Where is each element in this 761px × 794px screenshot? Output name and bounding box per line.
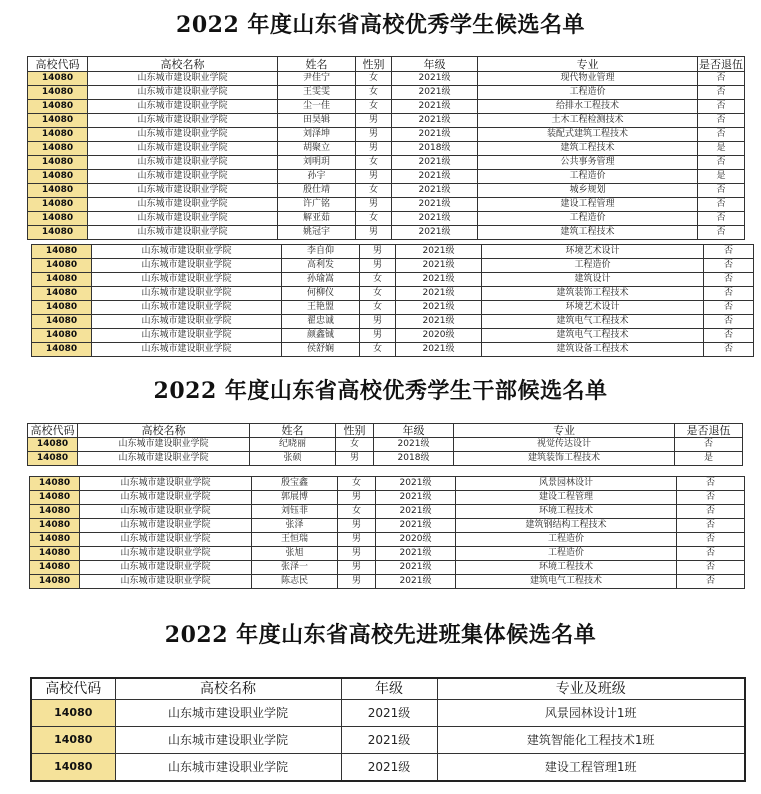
table-cell: 否 [677, 505, 745, 519]
school-code-cell: 14080 [28, 72, 88, 86]
table-row [32, 287, 754, 301]
table-row [28, 212, 745, 226]
table-cell: 2018级 [392, 142, 478, 156]
table-cell: 风景园林设计1班 [437, 700, 745, 727]
school-code-cell: 14080 [28, 142, 88, 156]
table-cell: 否 [698, 226, 745, 240]
table-cell: 2020级 [396, 329, 482, 343]
table-row [30, 519, 745, 533]
table-row [28, 226, 745, 240]
column-header: 高校代码 [28, 57, 88, 72]
table-cell: 山东城市建设职业学院 [80, 491, 252, 505]
table-cell: 山东城市建设职业学院 [80, 519, 252, 533]
table-cell: 2021级 [392, 128, 478, 142]
table-cell: 2021级 [396, 245, 482, 259]
table-row [32, 301, 754, 315]
column-header: 高校名称 [115, 678, 341, 700]
table-cell: 尘一佳 [278, 100, 356, 114]
table-cell: 2018级 [374, 452, 454, 466]
school-code-cell: 14080 [28, 226, 88, 240]
table-cell: 工程造价 [478, 212, 698, 226]
table-cell: 2021级 [392, 100, 478, 114]
school-code-cell: 14080 [32, 273, 92, 287]
table-row [31, 700, 745, 727]
column-header: 姓名 [278, 57, 356, 72]
table-cell: 否 [677, 575, 745, 589]
section1-header-row [28, 57, 745, 72]
table-row [32, 315, 754, 329]
table-cell: 女 [356, 156, 392, 170]
table-cell: 男 [356, 198, 392, 212]
column-header: 姓名 [250, 424, 336, 438]
table-cell: 2021级 [392, 156, 478, 170]
school-code-cell: 14080 [30, 519, 80, 533]
column-header: 高校代码 [28, 424, 78, 438]
table-cell: 风景园林设计 [456, 477, 677, 491]
table-cell: 山东城市建设职业学院 [88, 72, 278, 86]
table-cell: 刘钰菲 [252, 505, 338, 519]
table-row [28, 156, 745, 170]
section2-table [27, 423, 743, 466]
table-cell: 女 [356, 72, 392, 86]
table-cell: 山东城市建设职业学院 [92, 301, 282, 315]
table-row [28, 438, 743, 452]
table-cell: 否 [698, 198, 745, 212]
table-cell: 山东城市建设职业学院 [88, 128, 278, 142]
table-cell: 2021级 [396, 343, 482, 357]
table-row [28, 114, 745, 128]
table-cell: 2021级 [392, 198, 478, 212]
table-cell: 环境艺术设计 [482, 301, 704, 315]
table-cell: 男 [356, 114, 392, 128]
table-cell: 是 [675, 452, 743, 466]
table-cell: 建筑装饰工程技术 [454, 452, 675, 466]
school-code-cell: 14080 [30, 575, 80, 589]
table-cell: 否 [677, 561, 745, 575]
table-cell: 建筑工程技术 [478, 142, 698, 156]
school-code-cell: 14080 [31, 754, 115, 782]
table-cell: 否 [698, 100, 745, 114]
table-row [30, 575, 745, 589]
school-code-cell: 14080 [32, 343, 92, 357]
table-cell: 否 [677, 533, 745, 547]
school-code-cell: 14080 [30, 561, 80, 575]
table-cell: 男 [338, 491, 376, 505]
table-cell: 尹佳宁 [278, 72, 356, 86]
column-header: 是否退伍 [675, 424, 743, 438]
school-code-cell: 14080 [28, 114, 88, 128]
table-cell: 张硕 [250, 452, 336, 466]
school-code-cell: 14080 [32, 301, 92, 315]
table-cell: 山东城市建设职业学院 [92, 273, 282, 287]
table-cell: 建筑电气工程技术 [482, 315, 704, 329]
school-code-cell: 14080 [30, 491, 80, 505]
table-row [30, 477, 745, 491]
table-cell: 男 [338, 547, 376, 561]
school-code-cell: 14080 [30, 533, 80, 547]
table-cell: 王雯雯 [278, 86, 356, 100]
section1-rows-b [32, 245, 754, 357]
table-cell: 山东城市建设职业学院 [88, 86, 278, 100]
table-cell: 否 [698, 86, 745, 100]
section1-rows [28, 72, 745, 240]
table-cell: 胡聚立 [278, 142, 356, 156]
table-cell: 男 [360, 259, 396, 273]
table-row [31, 727, 745, 754]
table-cell: 建筑工程技术 [478, 226, 698, 240]
table-cell: 男 [356, 170, 392, 184]
table-cell: 何柳仪 [282, 287, 360, 301]
table-cell: 2021级 [392, 170, 478, 184]
table-cell: 山东城市建设职业学院 [88, 226, 278, 240]
section2-rows [28, 438, 743, 466]
table-cell: 2021级 [374, 438, 454, 452]
table-row [28, 100, 745, 114]
table-cell: 女 [338, 477, 376, 491]
table-cell: 建设工程管理1班 [437, 754, 745, 782]
table-cell: 山东城市建设职业学院 [80, 477, 252, 491]
table-cell: 山东城市建设职业学院 [92, 259, 282, 273]
table-cell: 王艳盟 [282, 301, 360, 315]
column-header: 年级 [374, 424, 454, 438]
table-cell: 公共事务管理 [478, 156, 698, 170]
table-cell: 殷宝鑫 [252, 477, 338, 491]
table-row [32, 245, 754, 259]
table-cell: 视觉传达设计 [454, 438, 675, 452]
table-cell: 男 [356, 128, 392, 142]
section3-table [30, 677, 746, 782]
section2-header-row [28, 424, 743, 438]
table-cell: 女 [360, 273, 396, 287]
table-cell: 否 [677, 547, 745, 561]
table-cell: 工程造价 [478, 170, 698, 184]
table-cell: 2021级 [341, 700, 437, 727]
table-row [28, 198, 745, 212]
table-cell: 解亚茹 [278, 212, 356, 226]
school-code-cell: 14080 [28, 170, 88, 184]
school-code-cell: 14080 [28, 156, 88, 170]
school-code-cell: 14080 [28, 452, 78, 466]
table-cell: 张旭 [252, 547, 338, 561]
table-cell: 否 [677, 491, 745, 505]
table-cell: 山东城市建设职业学院 [88, 212, 278, 226]
school-code-cell: 14080 [32, 315, 92, 329]
table-row [28, 142, 745, 156]
table-cell: 刘泽坤 [278, 128, 356, 142]
column-header: 性别 [336, 424, 374, 438]
table-row [32, 273, 754, 287]
table-cell: 2021级 [396, 301, 482, 315]
table-cell: 山东城市建设职业学院 [80, 561, 252, 575]
table-cell: 建筑设计 [482, 273, 704, 287]
table-cell: 建筑智能化工程技术1班 [437, 727, 745, 754]
table-cell: 2021级 [376, 575, 456, 589]
table-row [28, 72, 745, 86]
table-cell: 2021级 [392, 114, 478, 128]
table-cell: 男 [356, 226, 392, 240]
column-header: 性别 [356, 57, 392, 72]
table-cell: 山东城市建设职业学院 [92, 329, 282, 343]
column-header: 是否退伍 [699, 57, 743, 71]
table-row [31, 754, 745, 782]
column-header: 专业 [478, 57, 698, 72]
table-cell: 山东城市建设职业学院 [92, 343, 282, 357]
table-cell: 否 [704, 245, 754, 259]
table-cell: 纪晓丽 [250, 438, 336, 452]
table-cell: 建筑装饰工程技术 [482, 287, 704, 301]
section2-table-continued [29, 476, 745, 589]
column-header: 专业 [454, 424, 675, 438]
table-cell: 山东城市建设职业学院 [88, 100, 278, 114]
school-code-cell: 14080 [28, 100, 88, 114]
table-cell: 是 [698, 170, 745, 184]
table-cell: 山东城市建设职业学院 [88, 198, 278, 212]
school-code-cell: 14080 [28, 438, 78, 452]
table-row [28, 128, 745, 142]
table-row [32, 329, 754, 343]
table-cell: 否 [675, 438, 743, 452]
table-cell: 男 [356, 142, 392, 156]
table-cell: 现代物业管理 [478, 72, 698, 86]
table-cell: 2021级 [376, 547, 456, 561]
table-cell: 田昊辑 [278, 114, 356, 128]
table-cell: 殷仕靖 [278, 184, 356, 198]
table-cell: 女 [356, 86, 392, 100]
table-cell: 山东城市建设职业学院 [80, 547, 252, 561]
table-cell: 2021级 [376, 505, 456, 519]
table-cell: 建设工程管理 [478, 198, 698, 212]
table-cell: 张泽一 [252, 561, 338, 575]
table-cell: 2021级 [341, 727, 437, 754]
table-cell: 否 [698, 184, 745, 198]
table-cell: 2021级 [392, 184, 478, 198]
table-row [30, 533, 745, 547]
table-cell: 李自仰 [282, 245, 360, 259]
table-cell: 男 [338, 533, 376, 547]
table-cell: 男 [336, 452, 374, 466]
table-cell: 山东城市建设职业学院 [92, 245, 282, 259]
table-cell: 男 [338, 519, 376, 533]
table-cell: 郭展博 [252, 491, 338, 505]
section3-title: 2022 年度山东省高校先进班集体候选名单 [164, 622, 597, 648]
table-cell: 2021级 [376, 477, 456, 491]
table-row [28, 86, 745, 100]
table-cell: 2021级 [376, 491, 456, 505]
school-code-cell: 14080 [28, 184, 88, 198]
table-cell: 工程造价 [482, 259, 704, 273]
table-cell: 2020级 [376, 533, 456, 547]
table-row [28, 184, 745, 198]
table-cell: 男 [360, 329, 396, 343]
table-cell: 山东城市建设职业学院 [92, 315, 282, 329]
table-cell: 2021级 [396, 315, 482, 329]
table-cell: 山东城市建设职业学院 [88, 184, 278, 198]
table-cell: 建筑电气工程技术 [482, 329, 704, 343]
table-cell: 山东城市建设职业学院 [80, 505, 252, 519]
table-cell: 给排水工程技术 [478, 100, 698, 114]
table-cell: 山东城市建设职业学院 [88, 156, 278, 170]
table-row [32, 259, 754, 273]
table-cell: 女 [360, 287, 396, 301]
school-code-cell: 14080 [30, 477, 80, 491]
table-cell: 姚冠宇 [278, 226, 356, 240]
column-header: 高校名称 [88, 57, 278, 72]
table-cell: 孙瑜嵩 [282, 273, 360, 287]
table-cell: 女 [360, 343, 396, 357]
table-cell: 2021级 [396, 259, 482, 273]
table-cell: 王恒瑞 [252, 533, 338, 547]
table-cell: 建筑设备工程技术 [482, 343, 704, 357]
section3-rows [31, 700, 745, 782]
table-cell: 山东城市建设职业学院 [88, 142, 278, 156]
table-cell: 环境工程技术 [456, 505, 677, 519]
table-cell: 山东城市建设职业学院 [115, 700, 341, 727]
table-row [28, 452, 743, 466]
school-code-cell: 14080 [28, 212, 88, 226]
table-cell: 翟忠诚 [282, 315, 360, 329]
school-code-cell: 14080 [28, 128, 88, 142]
table-cell: 城乡规划 [478, 184, 698, 198]
table-cell: 工程造价 [478, 86, 698, 100]
school-code-cell: 14080 [32, 329, 92, 343]
table-cell: 工程造价 [456, 533, 677, 547]
table-cell: 否 [698, 212, 745, 226]
table-cell: 否 [698, 72, 745, 86]
column-header: 高校代码 [31, 678, 115, 700]
table-cell: 环境工程技术 [456, 561, 677, 575]
table-cell: 2021级 [376, 519, 456, 533]
table-cell: 高利发 [282, 259, 360, 273]
table-cell: 装配式建筑工程技术 [478, 128, 698, 142]
section1-table [27, 56, 745, 240]
table-cell: 否 [704, 259, 754, 273]
table-cell: 否 [698, 128, 745, 142]
table-cell: 男 [360, 315, 396, 329]
school-code-cell: 14080 [30, 547, 80, 561]
school-code-cell: 14080 [28, 86, 88, 100]
table-cell: 2021级 [396, 273, 482, 287]
section1-table-continued [31, 244, 754, 357]
section2-rows-b [30, 477, 745, 589]
table-cell: 2021级 [392, 72, 478, 86]
table-cell: 男 [360, 245, 396, 259]
school-code-cell: 14080 [28, 198, 88, 212]
table-row [30, 505, 745, 519]
school-code-cell: 14080 [32, 245, 92, 259]
school-code-cell: 14080 [31, 727, 115, 754]
table-cell: 山东城市建设职业学院 [88, 114, 278, 128]
table-cell: 否 [704, 273, 754, 287]
section3-header-row [31, 678, 745, 700]
table-cell: 山东城市建设职业学院 [115, 727, 341, 754]
table-cell: 山东城市建设职业学院 [80, 575, 252, 589]
table-cell: 2021级 [341, 754, 437, 782]
table-cell: 否 [698, 114, 745, 128]
table-cell: 孙宇 [278, 170, 356, 184]
table-row [30, 561, 745, 575]
table-cell: 否 [704, 329, 754, 343]
table-cell: 是 [698, 142, 745, 156]
table-cell: 2021级 [392, 86, 478, 100]
table-cell: 山东城市建设职业学院 [80, 533, 252, 547]
column-header: 专业及班级 [437, 678, 745, 700]
table-cell: 建筑钢结构工程技术 [456, 519, 677, 533]
table-cell: 建设工程管理 [456, 491, 677, 505]
table-cell: 2021级 [392, 226, 478, 240]
section2-title: 2022 年度山东省高校优秀学生干部候选名单 [153, 378, 608, 404]
table-cell: 男 [338, 561, 376, 575]
table-cell: 女 [356, 184, 392, 198]
table-cell: 建筑电气工程技术 [456, 575, 677, 589]
table-cell: 否 [704, 343, 754, 357]
table-cell: 否 [677, 519, 745, 533]
table-cell: 刘明玥 [278, 156, 356, 170]
table-cell: 颜鑫铖 [282, 329, 360, 343]
table-cell: 山东城市建设职业学院 [78, 452, 250, 466]
table-cell: 2021级 [376, 561, 456, 575]
table-cell: 女 [336, 438, 374, 452]
table-cell: 山东城市建设职业学院 [115, 754, 341, 782]
table-cell: 女 [338, 505, 376, 519]
table-row [30, 547, 745, 561]
table-cell: 土木工程检测技术 [478, 114, 698, 128]
table-cell: 女 [360, 301, 396, 315]
school-code-cell: 14080 [32, 287, 92, 301]
table-cell: 2021级 [396, 287, 482, 301]
table-cell: 陈志民 [252, 575, 338, 589]
table-row [28, 170, 745, 184]
table-cell: 否 [704, 315, 754, 329]
table-cell: 女 [356, 212, 392, 226]
table-cell: 侯舒娴 [282, 343, 360, 357]
table-cell: 山东城市建设职业学院 [78, 438, 250, 452]
table-cell: 山东城市建设职业学院 [92, 287, 282, 301]
table-row [32, 343, 754, 357]
school-code-cell: 14080 [32, 259, 92, 273]
table-cell: 张泽 [252, 519, 338, 533]
school-code-cell: 14080 [31, 700, 115, 727]
table-cell: 山东城市建设职业学院 [88, 170, 278, 184]
school-code-cell: 14080 [30, 505, 80, 519]
table-cell: 许广铭 [278, 198, 356, 212]
column-header: 高校名称 [78, 424, 250, 438]
table-cell: 否 [704, 301, 754, 315]
table-row [30, 491, 745, 505]
table-cell: 否 [704, 287, 754, 301]
section1-title: 2022 年度山东省高校优秀学生候选名单 [176, 12, 585, 38]
table-cell: 否 [677, 477, 745, 491]
table-cell: 工程造价 [456, 547, 677, 561]
table-cell: 2021级 [392, 212, 478, 226]
table-cell: 女 [356, 100, 392, 114]
table-cell: 环境艺术设计 [482, 245, 704, 259]
column-header: 年级 [341, 678, 437, 700]
table-cell: 否 [698, 156, 745, 170]
column-header: 年级 [392, 57, 478, 72]
table-cell: 男 [338, 575, 376, 589]
